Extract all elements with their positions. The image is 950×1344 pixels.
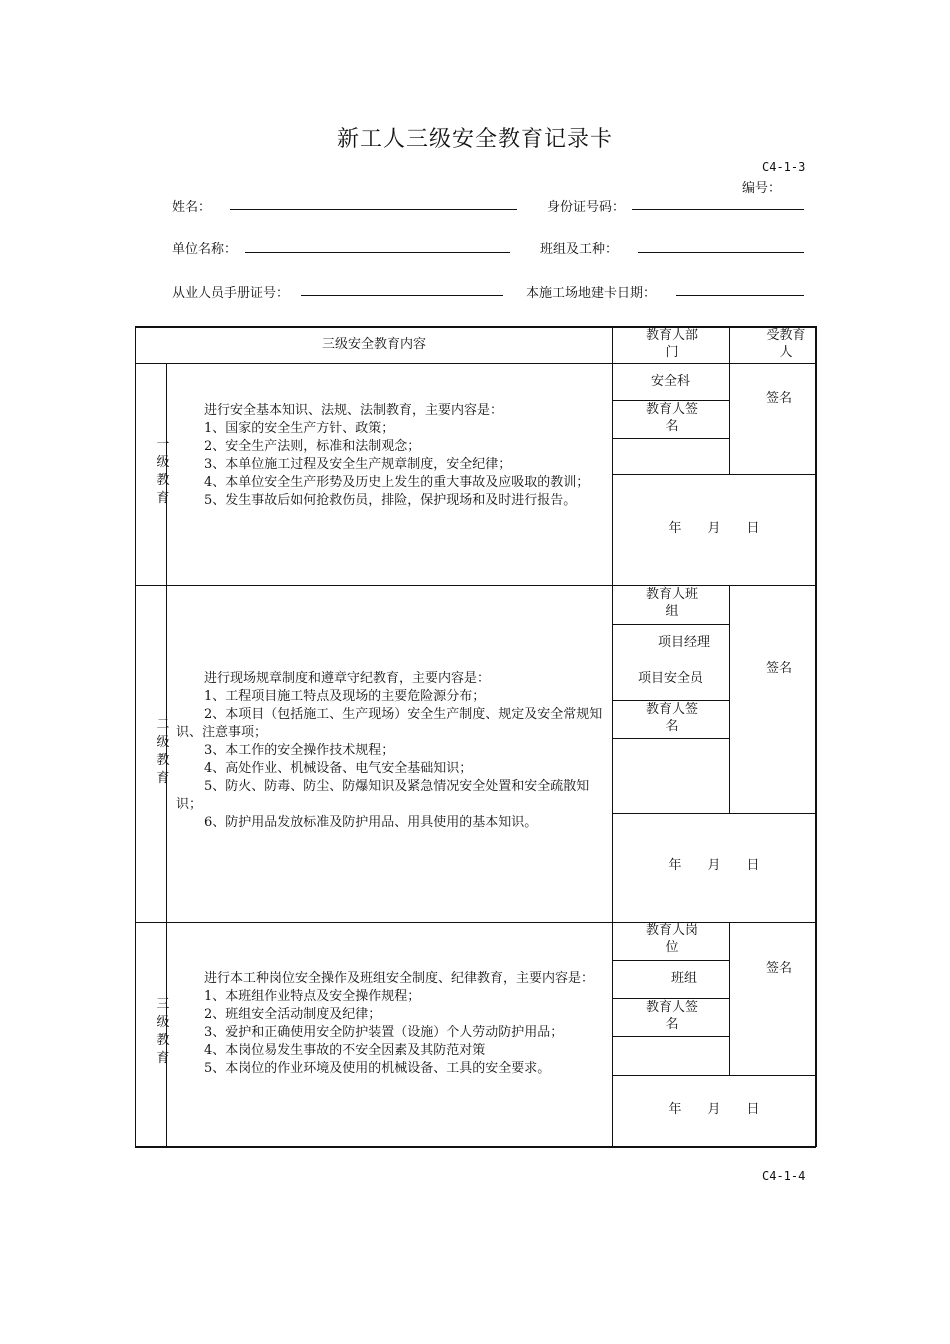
header-educator-dept: 教育人部门 (646, 328, 699, 360)
level2-educator-sign-field[interactable] (612, 740, 729, 812)
level2-educator-sign-label: 教育人签名 (646, 702, 699, 734)
unit-name-field[interactable] (245, 252, 510, 253)
form-code-bottom: C4-1-4 (762, 1169, 806, 1183)
level2-item: 1、工程项目施工特点及现场的主要危险源分布； (204, 689, 486, 704)
level3-item: 2、班组安全活动制度及纪律； (204, 1007, 382, 1022)
level1-sign: 签名 (765, 391, 792, 406)
level3-item: 1、本班组作业特点及安全操作规程； (204, 989, 421, 1004)
level1-educator-sign-field[interactable] (612, 440, 729, 472)
team-trade-field[interactable] (638, 252, 804, 253)
level1-item: 3、本单位施工过程及安全生产规章制度，安全纪律； (204, 457, 512, 472)
level1-label: 一级教育 (156, 437, 170, 506)
id-number-label: 身份证号码： (547, 200, 626, 215)
id-number-field[interactable] (632, 209, 804, 210)
level2-project-manager: 项目经理 (657, 635, 710, 650)
level3-item: 5、本岗位的作业环境及使用的机械设备、工具的安全要求。 (204, 1061, 551, 1076)
level2-item: 3、本工作的安全操作技术规程； (204, 743, 395, 758)
level3-content (176, 970, 606, 1078)
level1-dept: 安全科 (650, 374, 690, 389)
level1-item: 4、本单位安全生产形势及历史上发生的重大事故及应吸取的教训； (204, 475, 590, 490)
level3-item: 3、爱护和正确使用安全防护装置（设施）个人劳动防护用品； (204, 1025, 564, 1040)
handbook-no-field[interactable] (301, 295, 503, 296)
level1-educator-sign-label: 教育人签名 (646, 402, 699, 434)
level2-label: 二级教育 (156, 717, 170, 786)
level3-intro: 进行本工种岗位安全操作及班组安全制度、纪律教育，主要内容是： (204, 971, 595, 986)
card-date-label: 本施工场地建卡日期： (526, 286, 657, 301)
level3-team: 班组 (670, 971, 697, 986)
level1-item: 2、安全生产法则，标准和法制观念； (204, 439, 421, 454)
level2-item: 5、防火、防毒、防尘、防爆知识及紧急情况安全处置和安全疏散知识； (176, 779, 590, 812)
level3-item: 4、本岗位易发生事故的不安全因素及其防范对策 (204, 1043, 486, 1058)
header-content: 三级安全教育内容 (321, 337, 426, 352)
name-label: 姓名： (172, 200, 212, 215)
level2-item: 6、防护用品发放标准及防护用品、用具使用的基本知识。 (204, 815, 538, 830)
level3-date: 年 月 日 (668, 1102, 760, 1117)
level3-sign: 签名 (765, 961, 792, 976)
level2-item: 4、高处作业、机械设备、电气安全基础知识； (204, 761, 473, 776)
level1-item: 5、发生事故后如何抢救伤员，排险，保护现场和及时进行报告。 (204, 493, 577, 508)
card-date-field[interactable] (676, 295, 804, 296)
unit-name-label: 单位名称： (172, 242, 238, 257)
header-trainee: 受教育人 (766, 328, 806, 360)
level2-safety-officer: 项目安全员 (637, 671, 703, 686)
level3-educator-sign-field[interactable] (612, 1038, 729, 1074)
level1-date: 年 月 日 (668, 521, 760, 536)
level2-date: 年 月 日 (668, 858, 760, 873)
level2-educator-team: 教育人班组 (646, 587, 699, 619)
level2-sign: 签名 (765, 661, 792, 676)
level2-content (176, 670, 606, 832)
level3-label: 三级教育 (156, 997, 170, 1066)
level1-intro: 进行安全基本知识、法规、法制教育，主要内容是： (204, 403, 504, 418)
level1-content (176, 402, 606, 510)
number-label: 编号： (742, 181, 782, 196)
handbook-no-label: 从业人员手册证号： (172, 286, 290, 301)
level2-intro: 进行现场规章制度和遵章守纪教育，主要内容是： (204, 671, 491, 686)
team-trade-label: 班组及工种： (540, 242, 619, 257)
level3-educator-sign-label: 教育人签名 (646, 1000, 699, 1032)
form-code-top: C4-1-3 (762, 160, 806, 174)
level3-educator-post: 教育人岗位 (646, 923, 699, 955)
page-title: 新工人三级安全教育记录卡 (336, 127, 613, 152)
level1-item: 1、国家的安全生产方针、政策； (204, 421, 395, 436)
level2-item: 2、本项目（包括施工、生产现场）安全生产制度、规定及安全常规知识、注意事项； (176, 707, 603, 740)
name-field[interactable] (230, 209, 517, 210)
